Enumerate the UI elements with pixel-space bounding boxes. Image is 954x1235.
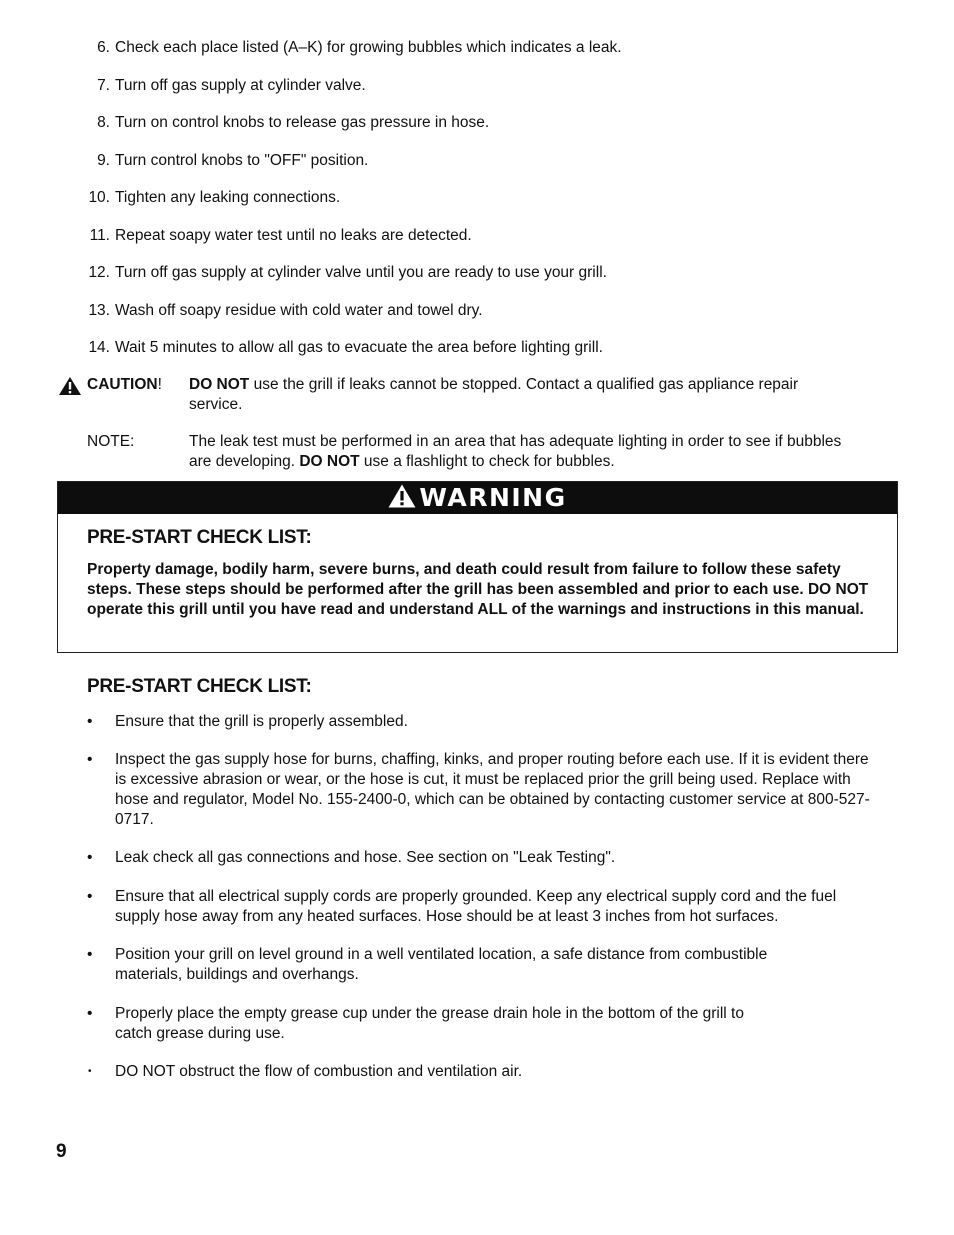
step-text: Repeat soapy water test until no leaks are detected. bbox=[115, 226, 472, 244]
list-item-text: DO NOT obstruct the flow of combustion and ventilation air. bbox=[115, 1063, 523, 1080]
list-item-text: Ensure that the grill is properly assembled. bbox=[115, 713, 408, 730]
step-number: 12. bbox=[88, 264, 110, 281]
list-item-text: Inspect the gas supply hose for burns, chaffing, kinks, and proper routing before each use. If it is evident there is excessive abrasion or wear, or the hose is cut, it must be replaced prior the grill being used. Replace with hose and regulator, Model No. 155-2400-0, which can be obtained by contacting customer service at 800-527-0717. bbox=[115, 751, 870, 828]
step-8 bbox=[0, 113, 954, 151]
caution-label: CAUTION! bbox=[87, 376, 162, 393]
step-12 bbox=[0, 263, 954, 301]
note-text: The leak test must be performed in an area that has adequate lighting in order to see if bubbles are developing. DO NOT use a flashlight to check for bubbles. bbox=[189, 433, 842, 470]
bullet-icon: • bbox=[87, 751, 93, 768]
caution-text: DO NOT use the grill if leaks cannot be stopped. Contact a qualified gas appliance repair service. bbox=[189, 376, 799, 413]
step-number: 7. bbox=[97, 76, 110, 94]
list-item-text: Leak check all gas connections and hose. See section on "Leak Testing". bbox=[115, 849, 616, 866]
step-number: 14. bbox=[88, 339, 110, 356]
step-number: 9. bbox=[97, 151, 110, 169]
step-9 bbox=[0, 151, 954, 189]
page-number: 9 bbox=[56, 1141, 67, 1162]
bullet-icon: • bbox=[87, 1005, 93, 1022]
step-number: 10. bbox=[88, 189, 110, 206]
warning-body: Property damage, bodily harm, severe burns, and death could result from failure to follow these safety steps. These steps should be performed after the grill has been assembled and prior to each use. DO NOT operate this grill until you have read and understand ALL of the warnings and instructions in this manual. bbox=[87, 561, 869, 618]
bullet-icon: • bbox=[87, 713, 93, 730]
step-number: 13. bbox=[88, 301, 110, 319]
checklist-title: PRE-START CHECK LIST: bbox=[87, 676, 312, 697]
step-text: Turn control knobs to "OFF" position. bbox=[115, 151, 369, 169]
step-text: Turn on control knobs to release gas pressure in hose. bbox=[115, 114, 490, 131]
bullet-icon: • bbox=[88, 1066, 92, 1077]
bullet-icon: • bbox=[87, 888, 93, 905]
step-13 bbox=[0, 301, 954, 339]
step-number: 6. bbox=[97, 39, 110, 56]
step-text: Turn off gas supply at cylinder valve until you are ready to use your grill. bbox=[115, 264, 607, 281]
step-text: Wash off soapy residue with cold water and towel dry. bbox=[115, 301, 483, 319]
step-number: 11. bbox=[89, 226, 110, 244]
step-10 bbox=[0, 188, 954, 226]
warning-title: PRE-START CHECK LIST: bbox=[87, 527, 312, 548]
step-text: Wait 5 minutes to allow all gas to evacuate the area before lighting grill. bbox=[115, 339, 603, 356]
step-text: Turn off gas supply at cylinder valve. bbox=[115, 76, 366, 94]
warning-banner bbox=[58, 482, 897, 514]
note-label: NOTE: bbox=[87, 433, 135, 450]
warning-triangle-icon bbox=[59, 377, 81, 401]
list-item-text: Properly place the empty grease cup under the grease drain hole in the bottom of the grill to catch grease during use. bbox=[115, 1005, 744, 1042]
leak-test-steps bbox=[0, 38, 954, 376]
warning-triangle-icon bbox=[388, 484, 416, 514]
step-14 bbox=[0, 338, 954, 376]
step-11 bbox=[0, 226, 954, 264]
warning-banner-text: WARNING bbox=[419, 483, 567, 512]
list-item-text: Ensure that all electrical supply cords are properly grounded. Keep any electrical supply cord and the fuel supply hose away from any heated surfaces. Hose should be at least 3 inches from hot surfaces. bbox=[115, 888, 837, 925]
step-number: 8. bbox=[97, 114, 110, 131]
step-6 bbox=[0, 38, 954, 76]
step-text: Tighten any leaking connections. bbox=[115, 189, 341, 206]
step-7 bbox=[0, 76, 954, 114]
bullet-icon: • bbox=[87, 849, 93, 866]
list-item-text: Position your grill on level ground in a well ventilated location, a safe distance from combustible materials, buildings and overhangs. bbox=[115, 946, 768, 983]
bullet-icon: • bbox=[87, 946, 93, 963]
step-text: Check each place listed (A–K) for growing bubbles which indicates a leak. bbox=[115, 39, 622, 56]
warning-box bbox=[57, 481, 898, 653]
